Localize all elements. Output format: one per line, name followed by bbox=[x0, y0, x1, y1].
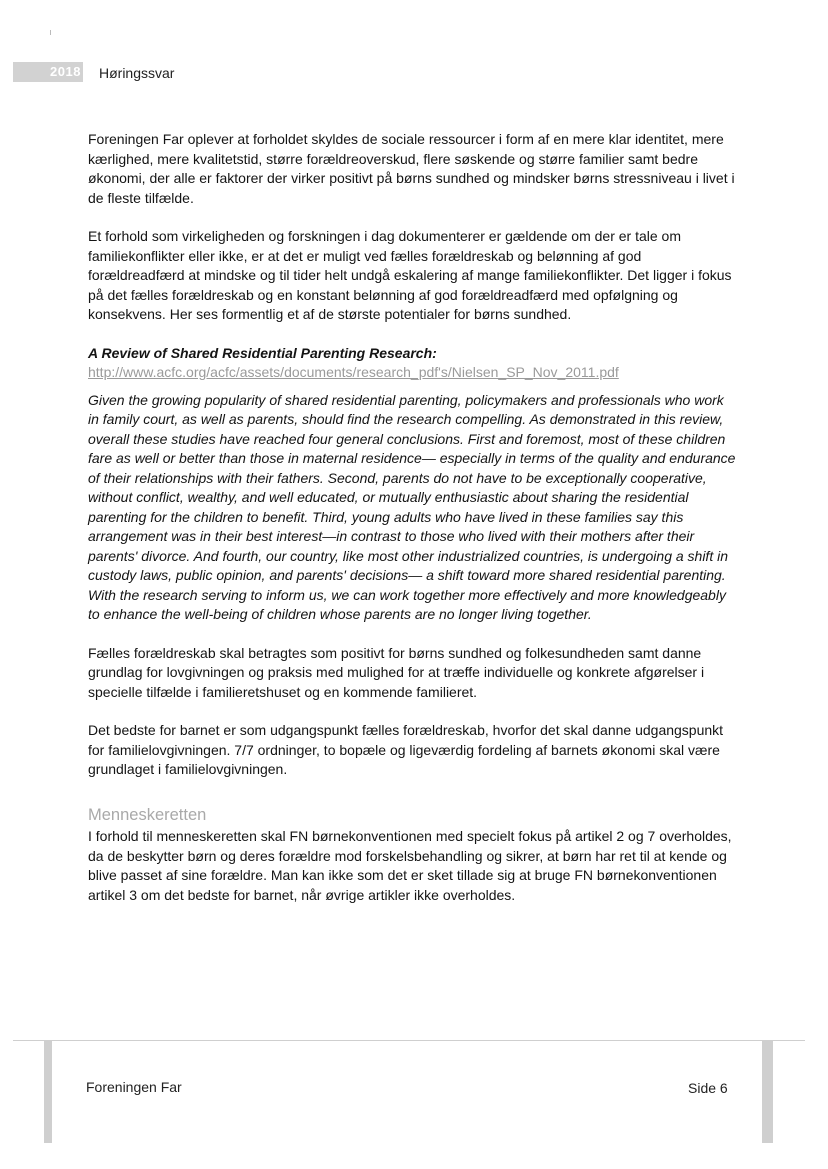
footer-right-bar bbox=[762, 1041, 773, 1143]
review-quote: Given the growing popularity of shared residential parenting, policymakers and professionals who work in family court, as well as parents, should find the research compelling. As demonstrated in this review, overall these studies have reached four general conclusions. First and foremost, most of these children fare as well or better than those in maternal residence— especially in terms of the quality and endurance of their relationships with their fathers. Second, parents do not have to be exceptionally cooperative, without conflict, wealthy, and well educated, or mutually enthusiastic about sharing the residential parenting for the children to benefit. Third, young adults who have lived in these families say this arrangement was in their best interest—in contrast to those who lived with their mothers after their parents' divorce. And fourth, our country, like most other industrialized countries, is undergoing a shift in custody laws, public opinion, and parents' decisions— a shift toward more shared residential parenting. With the research serving to inform us, we can work together more effectively and more knowledgeably to enhance the well-being of children whose parents are no longer living together. bbox=[88, 391, 736, 622]
header-year: 2018 bbox=[50, 64, 81, 79]
reference-title: A Review of Shared Residential Parenting Research: bbox=[88, 344, 437, 361]
header-title: Høringssvar bbox=[99, 65, 175, 81]
paragraph-2: Et forhold som virkeligheden og forskningen i dag dokumenterer er gældende om der er tale om familiekonflikter eller ikke, er at det er muligt ved fælles forældreskab og belønning af god forældreadfærd at mindske og til tider helt undgå eskalering af mange familiekonflikter. Det ligger i fokus på det fælles forældreskab og en konstant belønning af god forældreadfærd med opfølgning og konsekvens. Her ses formentlig et af de største potentialer for børns sundhed. bbox=[88, 228, 732, 322]
reference-link[interactable]: http://www.acfc.org/acfc/assets/documents/research_pdf's/Nielsen_SP_Nov_2011.pdf bbox=[88, 364, 619, 380]
paragraph-4: Det bedste for barnet er som udgangspunkt fælles forældreskab, hvorfor det skal danne udgangspunkt for familielovgivningen. 7/7 ordninger, to bopæle og ligeværdig fordeling af barnets økonomi skal være grundlaget i familielovgivningen. bbox=[88, 722, 724, 777]
footer-organization: Foreningen Far bbox=[86, 1079, 182, 1095]
paragraph-1: Foreningen Far oplever at forholdet skyldes de sociale ressourcer i form af en mere klar identitet, mere kærlighed, mere kvalitetstid, større forældreoverskud, flere søskende og større familier samt bedre økonomi, der alle er faktorer der virker positivt på børns sundhed og mindsker børns stressniveau i livet i de fleste tilfælde. bbox=[88, 131, 735, 206]
document-body bbox=[88, 130, 736, 905]
footer-left-bar bbox=[44, 1041, 52, 1143]
footer-divider bbox=[13, 1040, 805, 1041]
section-heading: Menneskeretten bbox=[88, 805, 207, 824]
paragraph-5: I forhold til menneskeretten skal FN børnekonventionen med specielt fokus på artikel 2 og 7 overholdes, da de beskytter børn og deres forældre mod forskelsbehandling og sikrer, at børn har ret til at kende og blive passet af sine forældre. Man kan ikke som det er sket tillade sig at bruge FN børnekonventionen artikel 3 om det bedste for barnet, når øvrige artikler ikke overholdes. bbox=[88, 828, 732, 903]
page-number: Side 6 bbox=[688, 1080, 728, 1096]
paragraph-3: Fælles forældreskab skal betragtes som positivt for børns sundhed og folkesundheden samt danne grundlag for lovgivningen og praksis med mulighed for at træffe individuelle og konkrete afgørelser i specielle tilfælde i familieretshuset og en kommende familieret. bbox=[88, 644, 705, 700]
scan-mark bbox=[50, 30, 51, 35]
